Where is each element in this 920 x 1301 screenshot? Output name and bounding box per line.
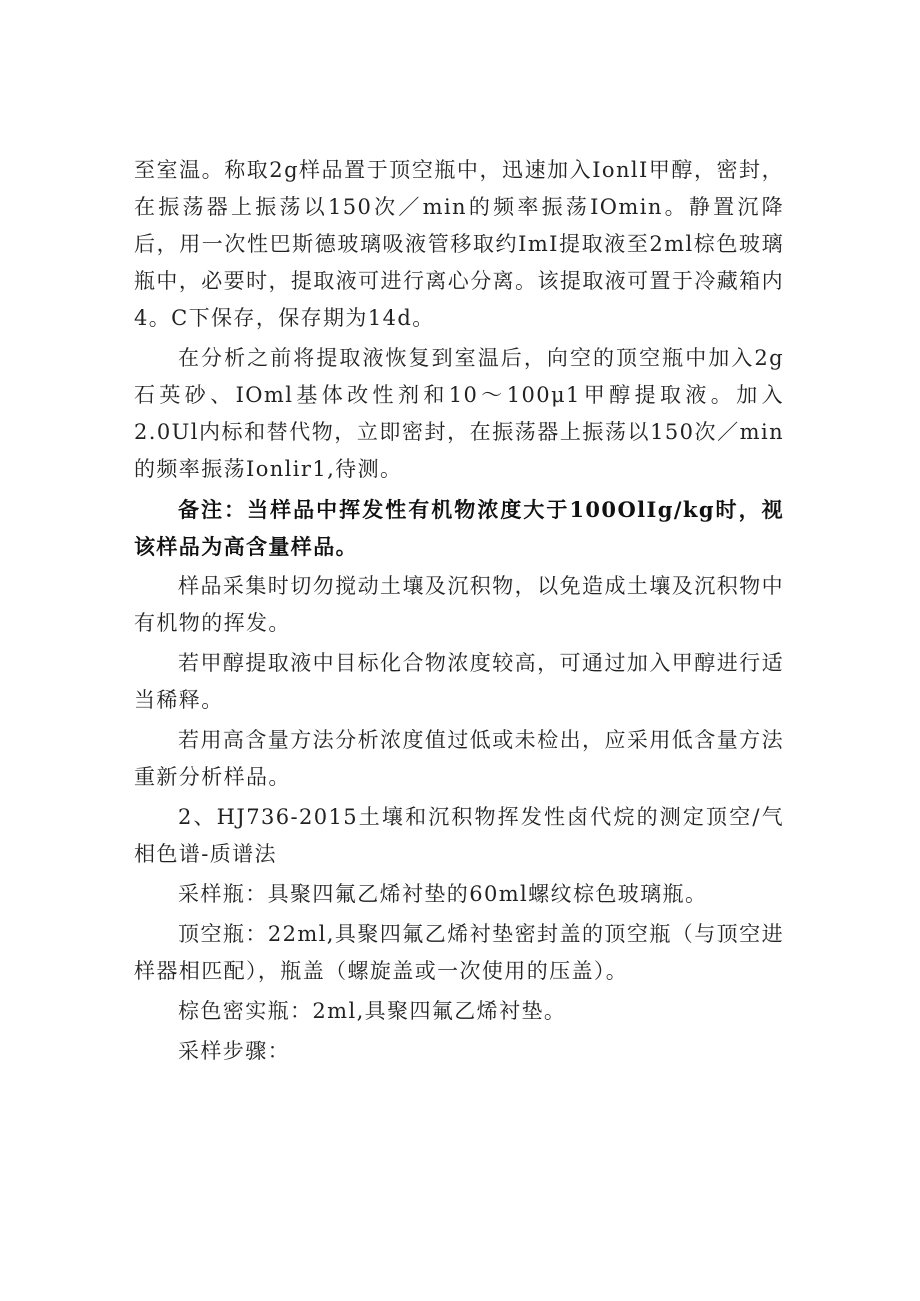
section-heading-hj736: 2、HJ736-2015土壤和沉积物挥发性卤代烷的测定顶空/气相色谱-质谱法 bbox=[134, 805, 784, 866]
paragraph-headspace-vial: 顶空瓶：22ml,具聚四氟乙烯衬垫密封盖的顶空瓶（与顶空进样器相匹配），瓶盖（螺旋盖或一次使用的压盖）。 bbox=[134, 922, 784, 983]
paragraph-brown-sealed-bottle: 棕色密实瓶：2ml,具聚四氟乙烯衬垫。 bbox=[178, 999, 567, 1023]
paragraph-sampling-bottle: 采样瓶：具聚四氟乙烯衬垫的60ml螺纹棕色玻璃瓶。 bbox=[178, 882, 708, 906]
paragraph-analysis-prep: 在分析之前将提取液恢复到室温后，向空的顶空瓶中加入2g石英砂、IOml基体改性剂和10～100μ1甲醇提取液。加入2.0Ul内标和替代物，立即密封，在振荡器上振荡以150次／min的频率振荡Ionlir1,待测。 bbox=[134, 346, 784, 481]
paragraph-sampling-steps: 采样步骤： bbox=[178, 1039, 290, 1063]
paragraph-dilution: 若甲醇提取液中目标化合物浓度较高，可通过加入甲醇进行适当稀释。 bbox=[134, 651, 784, 712]
document-body bbox=[134, 152, 784, 1073]
paragraph-note-high-content: 备注：当样品中挥发性有机物浓度大于100OlIg/kg时，视该样品为高含量样品。 bbox=[134, 497, 784, 559]
paragraph-continuation: 至室温。称取2g样品置于顶空瓶中，迅速加入IonlI甲醇，密封，在振荡器上振荡以150次／min的频率振荡IOmin。静置沉降后，用一次性巴斯德玻璃吸液管移取约ImI提取液至2ml棕色玻璃瓶中，必要时，提取液可进行离心分离。该提取液可置于冷藏箱内4。C下保存，保存期为14d。 bbox=[134, 158, 784, 330]
paragraph-low-content-method: 若用高含量方法分析浓度值过低或未检出，应采用低含量方法重新分析样品。 bbox=[134, 728, 784, 789]
paragraph-sampling-caution: 样品采集时切勿搅动土壤及沉积物，以免造成土壤及沉积物中有机物的挥发。 bbox=[134, 574, 784, 635]
